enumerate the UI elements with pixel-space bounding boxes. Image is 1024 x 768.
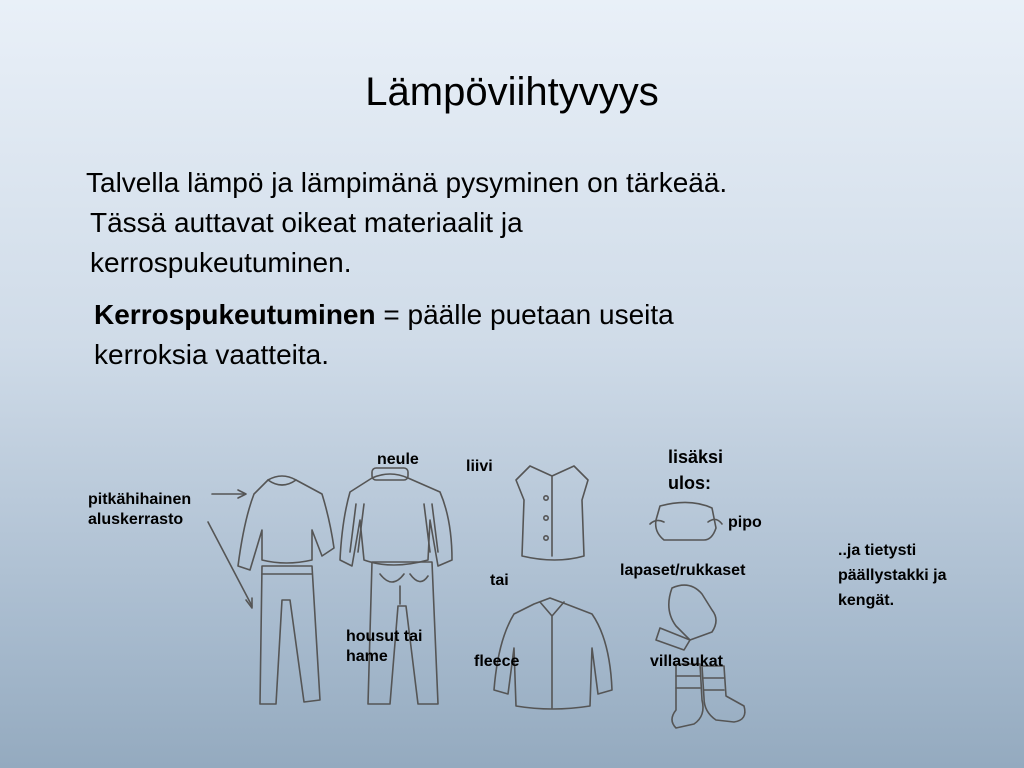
- label-coat-and-shoes: [838, 538, 947, 613]
- label-mittens: lapaset/rukkaset: [620, 562, 746, 579]
- definition-term: Kerrospukeutuminen: [94, 299, 376, 330]
- label-coat-line-1: ..ja tietysti: [838, 542, 917, 559]
- hat-drawing: [650, 502, 722, 540]
- mittens-drawing: [656, 585, 716, 650]
- label-pants-line-2: hame: [346, 648, 388, 665]
- intro-line-3: kerrospukeutuminen.: [90, 247, 352, 278]
- woolen-socks-drawing: [672, 664, 745, 728]
- label-pants: [346, 627, 422, 667]
- definition-text: = päälle puetaan useita: [375, 299, 674, 330]
- label-woolen-socks: villasukat: [650, 653, 723, 670]
- label-extra-line-1: lisäksi: [668, 447, 724, 467]
- label-extra-line-2: ulos:: [668, 473, 711, 493]
- label-long-underwear-line-1: pitkähihainen: [88, 491, 192, 508]
- long-sleeve-shirt-drawing: [238, 476, 334, 570]
- label-long-underwear: [88, 490, 191, 530]
- label-fleece: fleece: [474, 653, 520, 670]
- label-vest: liivi: [466, 458, 493, 475]
- intro-line-2: Tässä auttavat oikeat materiaalit ja: [90, 207, 523, 238]
- long-underpants-drawing: [260, 566, 320, 704]
- label-extra-outdoors: [668, 444, 723, 496]
- label-long-underwear-line-2: aluskerrasto: [88, 511, 184, 528]
- label-or: tai: [490, 572, 509, 589]
- label-coat-line-2: päällystakki ja: [838, 567, 947, 584]
- intro-line-1: Talvella lämpö ja lämpimänä pysyminen on tärkeää.: [86, 167, 728, 198]
- slide-title: Lämpöviihtyvyys: [365, 70, 659, 114]
- definition-line-2: kerroksia vaatteita.: [94, 339, 329, 370]
- label-coat-line-3: kengät.: [838, 592, 895, 609]
- label-sweater: neule: [377, 451, 419, 468]
- label-hat: pipo: [728, 514, 762, 531]
- label-pants-line-1: housut tai: [346, 628, 423, 645]
- arrow-icon: [208, 490, 252, 608]
- vest-drawing: [516, 466, 588, 560]
- sweater-drawing: [340, 468, 452, 566]
